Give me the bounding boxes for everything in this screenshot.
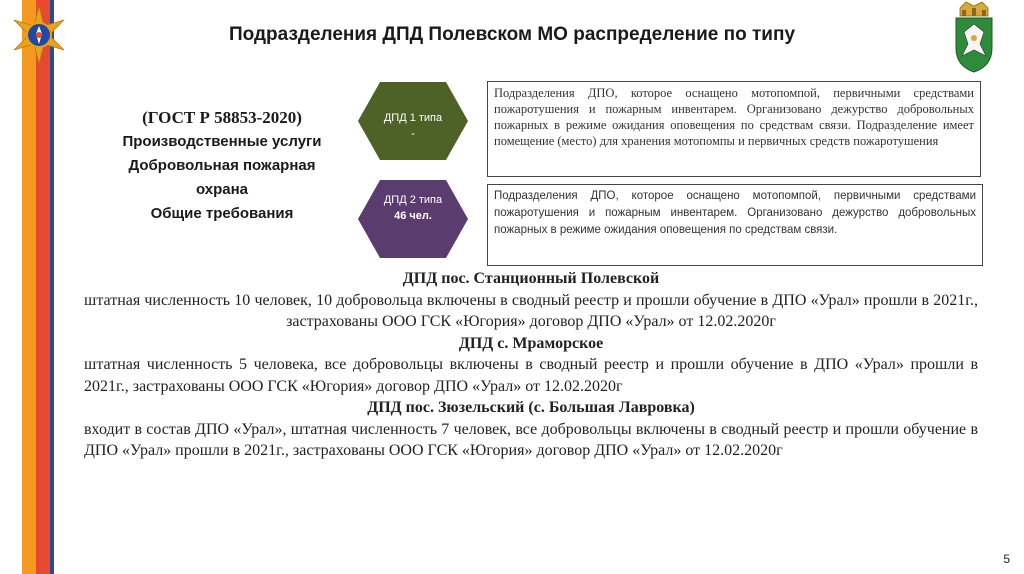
unit-text: штатная численность 5 человека, все добровольцы включены в сводный реестр и прошли обучение в ДПО «Урал» прошли в 2021г., застрахованы ООО ГСК «Югория» договор ДПО «Урал» от 12.02.2020г <box>84 356 978 395</box>
type1-label <box>358 110 468 142</box>
unit-heading: ДПД пос. Зюзельский (с. Большая Лавровка) <box>367 399 695 416</box>
gost-line: Добровольная пожарная <box>128 157 316 174</box>
page-number: 5 <box>1003 552 1010 566</box>
type-count: 46 чел. <box>394 210 432 222</box>
type-name: ДПД 2 типа <box>383 194 443 206</box>
type2-description: Подразделения ДПО, которое оснащено мотопомпой, первичными средствами пожаротушения и пожарным инвентарем. Организовано дежурство добровольных пожарных в режиме ожидания оповещения по средствам связи. <box>487 184 983 266</box>
decor-stripe-orange <box>22 0 36 574</box>
gost-line: Производственные услуги <box>122 133 322 150</box>
type-name: ДПД 1 типа <box>383 112 443 124</box>
decor-stripe-red <box>36 0 50 574</box>
type1-description: Подразделения ДПО, которое оснащено мотопомпой, первичными средствами пожаротушения и пожарным инвентарем. Организовано дежурство добровольных пожарных в режиме ожидания оповещения по средствам связи. Подразделение имеет помещение (место) для хранения мотопомпы и первичных средств пожаротушения <box>487 81 981 177</box>
type-count: - <box>411 128 415 140</box>
unit-heading: ДПД с. Мраморское <box>458 334 604 352</box>
gost-line: Общие требования <box>150 205 294 222</box>
gost-line: охрана <box>195 181 249 198</box>
unit-text: штатная численность 10 человек, 10 добровольца включены в сводный реестр и прошли обучение в ДПО «Урал» прошли в 2021г., застрахованы ООО ГСК «Югория» договор ДПО «Урал» от 12.02.2020г <box>84 291 978 330</box>
page-title: Подразделения ДПД Полевском МО распределение по типу <box>228 24 796 45</box>
units-list <box>84 268 978 462</box>
type2-hexagon <box>358 180 468 258</box>
unit-text: входит в состав ДПО «Урал», штатная численность 7 человек, все добровольцы включены в сводный реестр и прошли обучение в ДПО «Урал» прошли в 2021г., застрахованы ООО ГСК «Югория» договор ДПО «Урал» от 12.02.2020г <box>84 420 978 459</box>
gost-reference <box>92 106 352 226</box>
gost-number: (ГОСТ Р 58853-2020) <box>142 108 302 127</box>
type1-hexagon <box>358 82 468 160</box>
type2-label <box>358 192 468 224</box>
unit-heading: ДПД пос. Станционный Полевской <box>402 270 660 287</box>
decor-stripe-blue <box>50 0 54 574</box>
